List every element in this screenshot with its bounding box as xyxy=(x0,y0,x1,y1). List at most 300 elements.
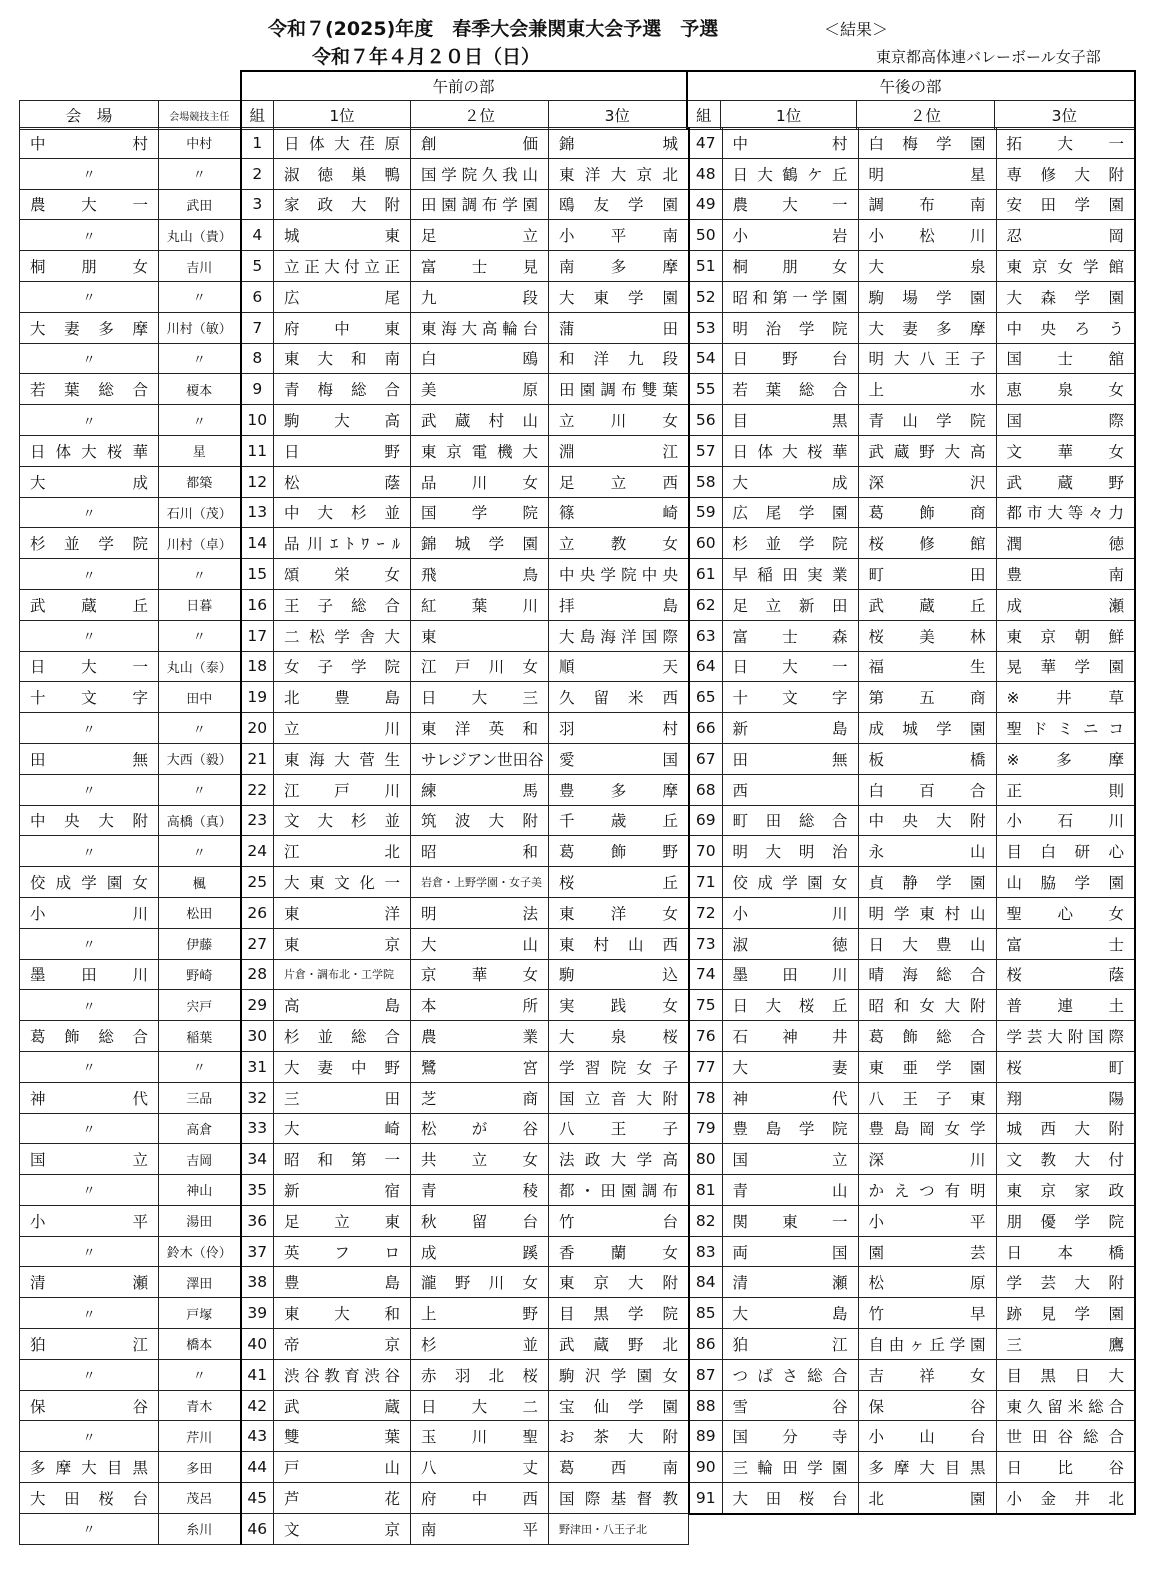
third-place: 鴎友学園 xyxy=(549,189,689,220)
table-row xyxy=(20,682,689,713)
chief-header: 会場競技主任 xyxy=(159,101,241,130)
first-place: 昭和第一学園 xyxy=(722,281,858,312)
second-place: 瀧野川女 xyxy=(411,1267,549,1298)
chief-cell: 〃 xyxy=(159,836,241,867)
table-row xyxy=(20,1267,689,1298)
group-number: 63 xyxy=(689,620,722,651)
third-place: 東京女学館 xyxy=(996,251,1135,282)
venue-cell: 日大一 xyxy=(20,651,159,682)
first-place: 立川 xyxy=(274,713,411,744)
first-place: 大崎 xyxy=(274,1113,411,1144)
chief-cell: 川村（卓） xyxy=(159,528,241,559)
result-label: ＜結果＞ xyxy=(824,20,889,39)
venue-cell: 農大一 xyxy=(20,189,159,220)
group-number: 75 xyxy=(689,990,722,1021)
group-number: 49 xyxy=(689,189,722,220)
third-place: 東京家政 xyxy=(996,1175,1135,1206)
third-place: 学芸大附 xyxy=(996,1267,1135,1298)
chief-cell: 〃 xyxy=(159,343,241,374)
table-row xyxy=(20,805,689,836)
third-place: 東京大附 xyxy=(549,1267,689,1298)
group-number: 51 xyxy=(689,251,722,282)
second-place: 板橋 xyxy=(858,743,996,774)
third-place: 跡見学園 xyxy=(996,1298,1135,1329)
third-place: 大森学園 xyxy=(996,281,1135,312)
event-date: 令和７年４月２０日（日） xyxy=(312,46,541,68)
table-row xyxy=(20,1175,689,1206)
group-number: 55 xyxy=(689,374,722,405)
first-place: 新宿 xyxy=(274,1175,411,1206)
table-row xyxy=(689,1452,1135,1483)
second-place: 明学東村山 xyxy=(858,897,996,928)
third-place: 武蔵野 xyxy=(996,466,1135,497)
second-place: 本所 xyxy=(411,990,549,1021)
chief-cell: 湯田 xyxy=(159,1205,241,1236)
first-place: 英フロ xyxy=(274,1236,411,1267)
first-place-header: 1位 xyxy=(721,101,857,130)
second-place: 上野 xyxy=(411,1298,549,1329)
second-place: 小松川 xyxy=(858,220,996,251)
first-place: つばさ総合 xyxy=(722,1359,858,1390)
third-place: 富士 xyxy=(996,928,1135,959)
first-place: 東大和 xyxy=(274,1298,411,1329)
table-row xyxy=(689,774,1135,805)
venue-cell: 葛飾総合 xyxy=(20,1021,159,1052)
second-place: 杉並 xyxy=(411,1329,549,1360)
second-place: 日大二 xyxy=(411,1390,549,1421)
third-place: 中央学院中央 xyxy=(549,559,689,590)
group-number: 43 xyxy=(241,1421,274,1452)
group-number: 48 xyxy=(689,158,722,189)
group-number: 17 xyxy=(241,620,274,651)
second-place: 深川 xyxy=(858,1144,996,1175)
second-place: 園芸 xyxy=(858,1236,996,1267)
first-place: 大東文化一 xyxy=(274,867,411,898)
group-number: 40 xyxy=(241,1329,274,1360)
first-place: 杉並学院 xyxy=(722,528,858,559)
group-number: 32 xyxy=(241,1082,274,1113)
first-place: 十文字 xyxy=(722,682,858,713)
table-row xyxy=(689,1082,1135,1113)
chief-cell: 〃 xyxy=(159,405,241,436)
third-place: 翔陽 xyxy=(996,1082,1135,1113)
table-row xyxy=(20,1359,689,1390)
group-number: 29 xyxy=(241,990,274,1021)
second-place: 明大八王子 xyxy=(858,343,996,374)
group-number: 10 xyxy=(241,405,274,436)
second-place: 錦城学園 xyxy=(411,528,549,559)
table-row xyxy=(20,528,689,559)
table-row xyxy=(689,374,1135,405)
venue-cell: 〃 xyxy=(20,343,159,374)
third-place-header: 3位 xyxy=(549,101,687,130)
second-place-header: ２位 xyxy=(857,101,995,130)
third-place: 学芸大附国際 xyxy=(996,1021,1135,1052)
group-number: 20 xyxy=(241,713,274,744)
first-place: 明大明治 xyxy=(722,836,858,867)
table-row xyxy=(689,1298,1135,1329)
second-place: 青山学院 xyxy=(858,405,996,436)
third-place: 成瀬 xyxy=(996,589,1135,620)
third-place: 東洋女 xyxy=(549,897,689,928)
table-row xyxy=(689,220,1135,251)
second-place: 紅葉川 xyxy=(411,589,549,620)
chief-cell: 〃 xyxy=(159,158,241,189)
first-place: 桐朋女 xyxy=(722,251,858,282)
venue-cell: 狛江 xyxy=(20,1329,159,1360)
table-row xyxy=(689,128,1135,159)
first-place: 渋谷教育渋谷 xyxy=(274,1359,411,1390)
third-place: 国際基督教 xyxy=(549,1483,689,1514)
third-place: 葛西南 xyxy=(549,1452,689,1483)
chief-cell: 都築 xyxy=(159,466,241,497)
group-number: 34 xyxy=(241,1144,274,1175)
chief-cell: 稲葉 xyxy=(159,1021,241,1052)
first-place: 二松学舎大 xyxy=(274,620,411,651)
group-number: 81 xyxy=(689,1175,722,1206)
second-place: 深沢 xyxy=(858,466,996,497)
venue-cell: 大田桜台 xyxy=(20,1483,159,1514)
third-place: 拓大一 xyxy=(996,128,1135,159)
group-number: 71 xyxy=(689,867,722,898)
venue-cell: 〃 xyxy=(20,713,159,744)
second-place: 白梅学園 xyxy=(858,128,996,159)
venue-cell: 小平 xyxy=(20,1205,159,1236)
first-place: 日大桜丘 xyxy=(722,990,858,1021)
first-place: 日野台 xyxy=(722,343,858,374)
group-number: 70 xyxy=(689,836,722,867)
second-place: 芝商 xyxy=(411,1082,549,1113)
second-place: 東 xyxy=(411,620,549,651)
third-place: 城西大附 xyxy=(996,1113,1135,1144)
second-place: 昭和女大附 xyxy=(858,990,996,1021)
first-place: 片倉・調布北・工学院 xyxy=(274,959,411,990)
table-row xyxy=(20,158,689,189)
first-place: 雪谷 xyxy=(722,1390,858,1421)
third-place: 羽村 xyxy=(549,713,689,744)
venue-cell: 〃 xyxy=(20,1359,159,1390)
group-number: 46 xyxy=(241,1513,274,1544)
second-place: 第五商 xyxy=(858,682,996,713)
table-row xyxy=(20,1513,689,1544)
second-place: 府中西 xyxy=(411,1483,549,1514)
chief-cell: 石川（茂） xyxy=(159,497,241,528)
second-place: 鷺宮 xyxy=(411,1051,549,1082)
chief-cell: 〃 xyxy=(159,620,241,651)
table-row xyxy=(689,1175,1135,1206)
chief-cell: 大西（毅） xyxy=(159,743,241,774)
table-row xyxy=(20,620,689,651)
group-number: 13 xyxy=(241,497,274,528)
second-place: 葛飾総合 xyxy=(858,1021,996,1052)
venue-cell: 中村 xyxy=(20,128,159,159)
group-number: 79 xyxy=(689,1113,722,1144)
first-place: 明治学院 xyxy=(722,312,858,343)
first-place: 府中東 xyxy=(274,312,411,343)
group-number: 3 xyxy=(241,189,274,220)
first-place: 文京 xyxy=(274,1513,411,1544)
table-row xyxy=(689,867,1135,898)
table-row xyxy=(689,466,1135,497)
venue-cell: 〃 xyxy=(20,620,159,651)
chief-cell: 多田 xyxy=(159,1452,241,1483)
third-place: 宝仙学園 xyxy=(549,1390,689,1421)
second-place: 大妻多摩 xyxy=(858,312,996,343)
third-place: 恵泉女 xyxy=(996,374,1135,405)
table-row xyxy=(20,1452,689,1483)
group-number: 37 xyxy=(241,1236,274,1267)
venue-header: 会 場 xyxy=(20,101,159,130)
first-place: 大島 xyxy=(722,1298,858,1329)
group-number: 60 xyxy=(689,528,722,559)
table-row xyxy=(20,1082,689,1113)
group-number: 1 xyxy=(241,128,274,159)
second-place: 保谷 xyxy=(858,1390,996,1421)
venue-cell: 日体大桜華 xyxy=(20,435,159,466)
second-place: 大山 xyxy=(411,928,549,959)
table-row xyxy=(20,1205,689,1236)
third-place: 学習院女子 xyxy=(549,1051,689,1082)
second-place: 武蔵丘 xyxy=(858,589,996,620)
first-place: 日体大荏原 xyxy=(274,128,411,159)
venue-cell: 〃 xyxy=(20,158,159,189)
table-row xyxy=(20,651,689,682)
venue-cell: 田無 xyxy=(20,743,159,774)
third-place: 桜丘 xyxy=(549,867,689,898)
second-place: 成城学園 xyxy=(858,713,996,744)
venue-cell: 〃 xyxy=(20,1051,159,1082)
chief-cell: 楓 xyxy=(159,867,241,898)
venue-cell: 〃 xyxy=(20,220,159,251)
chief-cell: 三品 xyxy=(159,1082,241,1113)
third-place: 忍岡 xyxy=(996,220,1135,251)
group-number: 47 xyxy=(689,128,722,159)
second-place: 駒場学園 xyxy=(858,281,996,312)
second-place: 吉祥女 xyxy=(858,1359,996,1390)
chief-cell: 榎本 xyxy=(159,374,241,405)
third-place: 三鷹 xyxy=(996,1329,1135,1360)
table-row xyxy=(20,189,689,220)
first-place: 西 xyxy=(722,774,858,805)
third-place: 世田谷総合 xyxy=(996,1421,1135,1452)
chief-cell: 青木 xyxy=(159,1390,241,1421)
first-place: 両国 xyxy=(722,1236,858,1267)
group-number: 87 xyxy=(689,1359,722,1390)
chief-cell: 〃 xyxy=(159,713,241,744)
second-place: 東海大高輪台 xyxy=(411,312,549,343)
second-place: 昭和 xyxy=(411,836,549,867)
venue-cell: 若葉総合 xyxy=(20,374,159,405)
am-section-label: 午前の部 xyxy=(241,71,687,101)
third-place: 千歳丘 xyxy=(549,805,689,836)
group-header: 組 xyxy=(241,101,274,130)
first-place: 品川ｴﾄﾜｰﾙ xyxy=(274,528,411,559)
group-number: 18 xyxy=(241,651,274,682)
second-place-header: ２位 xyxy=(411,101,549,130)
first-place: 三田 xyxy=(274,1082,411,1113)
table-row xyxy=(20,990,689,1021)
group-number: 45 xyxy=(241,1483,274,1514)
second-place: 竹早 xyxy=(858,1298,996,1329)
table-row xyxy=(20,1390,689,1421)
group-number: 30 xyxy=(241,1021,274,1052)
chief-cell: 鈴木（伶） xyxy=(159,1236,241,1267)
first-place: 松蔭 xyxy=(274,466,411,497)
venue-cell: 〃 xyxy=(20,405,159,436)
third-place: 武蔵野北 xyxy=(549,1329,689,1360)
first-place: 大妻 xyxy=(722,1051,858,1082)
group-number: 25 xyxy=(241,867,274,898)
third-place: 正則 xyxy=(996,774,1135,805)
venue-cell: 〃 xyxy=(20,990,159,1021)
venue-cell: 〃 xyxy=(20,1113,159,1144)
table-row xyxy=(689,1390,1135,1421)
chief-cell: 戸塚 xyxy=(159,1298,241,1329)
table-row xyxy=(689,1329,1135,1360)
table-row xyxy=(689,682,1135,713)
table-row xyxy=(689,189,1135,220)
first-place: 女子学院 xyxy=(274,651,411,682)
table-row xyxy=(689,1421,1135,1452)
second-place: 明法 xyxy=(411,897,549,928)
first-place: 関東一 xyxy=(722,1205,858,1236)
third-place: 東洋大京北 xyxy=(549,158,689,189)
group-number: 19 xyxy=(241,682,274,713)
chief-cell: 野崎 xyxy=(159,959,241,990)
group-number: 52 xyxy=(689,281,722,312)
table-row xyxy=(689,405,1135,436)
third-place: 普連土 xyxy=(996,990,1135,1021)
first-place-header: 1位 xyxy=(274,101,411,130)
group-number: 65 xyxy=(689,682,722,713)
chief-cell: 川村（敏） xyxy=(159,312,241,343)
pm-section-label: 午後の部 xyxy=(687,71,1135,101)
third-place: 野津田・八王子北 xyxy=(549,1513,689,1544)
chief-cell: 丸山（泰） xyxy=(159,651,241,682)
table-row xyxy=(689,713,1135,744)
group-number: 6 xyxy=(241,281,274,312)
header-table xyxy=(19,70,1136,130)
table-row xyxy=(20,713,689,744)
group-number: 84 xyxy=(689,1267,722,1298)
chief-cell: 澤田 xyxy=(159,1267,241,1298)
third-place: 文華女 xyxy=(996,435,1135,466)
first-place: 文大杉並 xyxy=(274,805,411,836)
first-place: 大田桜台 xyxy=(722,1483,858,1514)
table-row xyxy=(20,959,689,990)
third-place: ※井草 xyxy=(996,682,1135,713)
second-place: 東亜学園 xyxy=(858,1051,996,1082)
second-place: 小平 xyxy=(858,1205,996,1236)
first-place: 三輪田学園 xyxy=(722,1452,858,1483)
third-place: 八王子 xyxy=(549,1113,689,1144)
second-place: 創価 xyxy=(411,128,549,159)
venue-cell: 武蔵丘 xyxy=(20,589,159,620)
chief-cell: 武田 xyxy=(159,189,241,220)
group-number: 61 xyxy=(689,559,722,590)
third-place: ※多摩 xyxy=(996,743,1135,774)
third-place: 小石川 xyxy=(996,805,1135,836)
table-row xyxy=(689,805,1135,836)
third-place: 和洋九段 xyxy=(549,343,689,374)
third-place: 法政大学高 xyxy=(549,1144,689,1175)
third-place: 拝島 xyxy=(549,589,689,620)
table-row xyxy=(20,1236,689,1267)
chief-cell: 〃 xyxy=(159,774,241,805)
third-place: 愛国 xyxy=(549,743,689,774)
first-place: 江戸川 xyxy=(274,774,411,805)
second-place: 八丈 xyxy=(411,1452,549,1483)
group-number: 14 xyxy=(241,528,274,559)
group-number: 26 xyxy=(241,897,274,928)
first-place: 家政大附 xyxy=(274,189,411,220)
chief-cell: 〃 xyxy=(159,559,241,590)
group-number: 64 xyxy=(689,651,722,682)
group-number: 23 xyxy=(241,805,274,836)
first-place: 足立東 xyxy=(274,1205,411,1236)
first-place: 豊島学院 xyxy=(722,1113,858,1144)
second-place: 武蔵村山 xyxy=(411,405,549,436)
third-place: 山脇学園 xyxy=(996,867,1135,898)
first-place: 駒大高 xyxy=(274,405,411,436)
group-number: 77 xyxy=(689,1051,722,1082)
third-place: 目白研心 xyxy=(996,836,1135,867)
chief-cell: 中村 xyxy=(159,128,241,159)
group-number: 33 xyxy=(241,1113,274,1144)
group-number: 74 xyxy=(689,959,722,990)
first-place: 田無 xyxy=(722,743,858,774)
chief-cell: 星 xyxy=(159,435,241,466)
third-place: 日本橋 xyxy=(996,1236,1135,1267)
second-place: 調布南 xyxy=(858,189,996,220)
venue-cell: 〃 xyxy=(20,497,159,528)
third-place: 駒沢学園女 xyxy=(549,1359,689,1390)
group-header: 組 xyxy=(687,101,721,130)
venue-cell: 杉並学院 xyxy=(20,528,159,559)
third-place: 中央ろう xyxy=(996,312,1135,343)
second-place: 農業 xyxy=(411,1021,549,1052)
second-place: 岩倉・上野学園・女子美 xyxy=(411,867,549,898)
third-place: 篠崎 xyxy=(549,497,689,528)
first-place: 青梅総合 xyxy=(274,374,411,405)
second-place: 貞静学園 xyxy=(858,867,996,898)
first-place: 足立新田 xyxy=(722,589,858,620)
second-place: 江戸川女 xyxy=(411,651,549,682)
first-place: 大成 xyxy=(722,466,858,497)
first-place: 豊島 xyxy=(274,1267,411,1298)
third-place: お茶大附 xyxy=(549,1421,689,1452)
chief-cell: 橋本 xyxy=(159,1329,241,1360)
first-place: 狛江 xyxy=(722,1329,858,1360)
chief-cell: 神山 xyxy=(159,1175,241,1206)
first-place: 農大一 xyxy=(722,189,858,220)
first-place: 江北 xyxy=(274,836,411,867)
second-place: 白百合 xyxy=(858,774,996,805)
venue-cell: 佼成学園女 xyxy=(20,867,159,898)
first-place: 高島 xyxy=(274,990,411,1021)
second-place: 秋留台 xyxy=(411,1205,549,1236)
group-number: 91 xyxy=(689,1483,722,1514)
third-place: 淵江 xyxy=(549,435,689,466)
third-place: 駒込 xyxy=(549,959,689,990)
table-row xyxy=(20,1144,689,1175)
first-place: 戸山 xyxy=(274,1452,411,1483)
table-row xyxy=(689,1051,1135,1082)
table-row xyxy=(20,1483,689,1514)
group-number: 16 xyxy=(241,589,274,620)
venue-cell: 多摩大目黒 xyxy=(20,1452,159,1483)
chief-cell: 芹川 xyxy=(159,1421,241,1452)
